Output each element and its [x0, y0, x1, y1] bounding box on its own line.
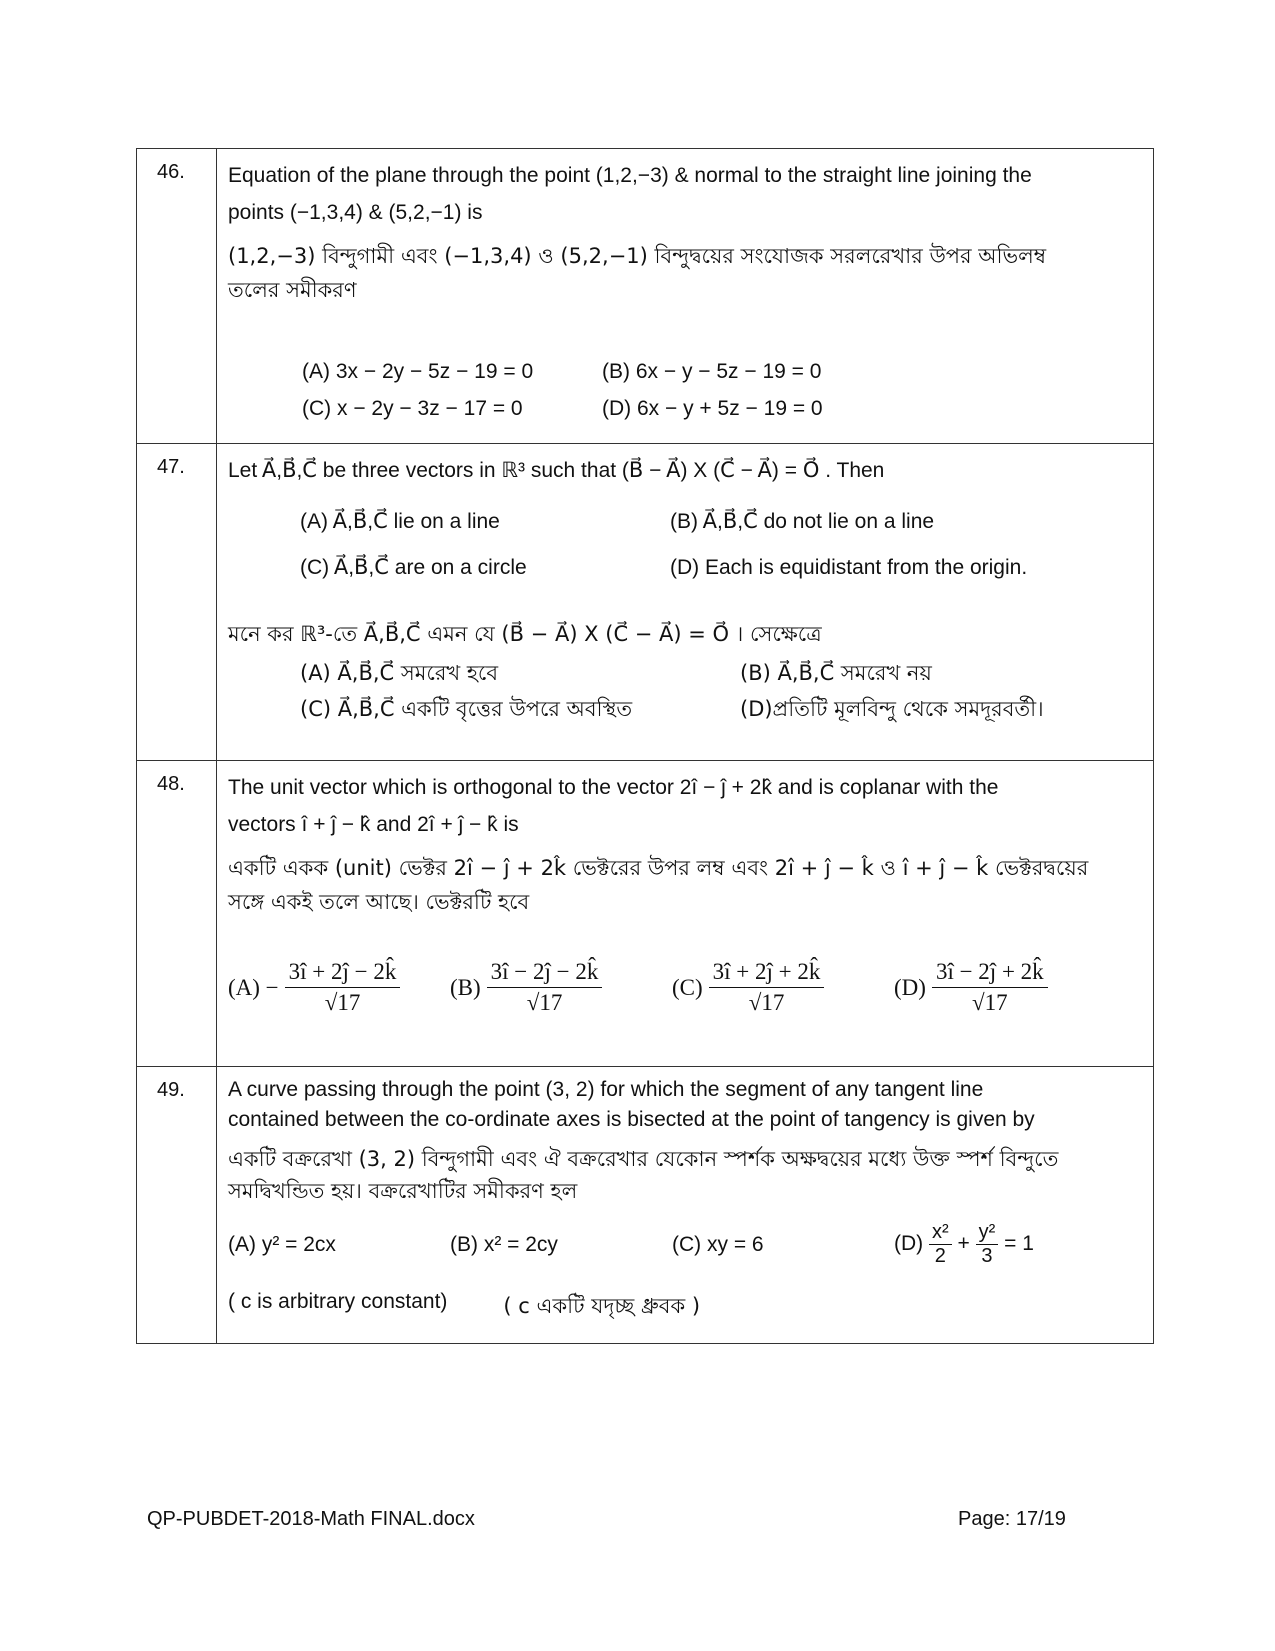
- note-bn: ( c একটি যদৃচ্ছ ধ্রুবক ): [503, 1294, 701, 1318]
- option-c: (C) xy = 6: [672, 1232, 764, 1256]
- option-a: (A) A⃗,B⃗,C⃗ lie on a line: [300, 510, 500, 533]
- footer-filename: QP-PUBDET-2018-Math FINAL.docx: [147, 1508, 475, 1530]
- option-label: (C): [672, 974, 703, 1000]
- footer-page-number: Page: 17/19: [958, 1508, 1066, 1530]
- question-number: 49.: [137, 1067, 217, 1344]
- question-text-en: Let A⃗,B⃗,C⃗ be three vectors in ℝ³ such that (B⃗ − A⃗) X (C⃗ − A⃗) = O⃗ . Then: [228, 459, 885, 482]
- question-text-en: Equation of the plane through the point (1,2,−3) & normal to the straight line joining the: [228, 164, 1032, 187]
- question-text-en: vectors î + ĵ − k̂ and 2î + ĵ − k̂ is: [228, 813, 519, 836]
- fraction: [932, 959, 1048, 1016]
- fraction: [976, 1221, 999, 1268]
- option-b: (B) x² = 2cy: [450, 1232, 558, 1256]
- question-table: [136, 148, 1154, 1344]
- question-text-bn: একটি বক্ররেখা (3, 2) বিন্দুগামী এবং ঐ বক্ররেখার যেকোন স্পর্শক অক্ষদ্বয়ের মধ্যে উক্ত স্পর্শ বিন্দুতে: [228, 1147, 1059, 1171]
- fraction-denominator: 2: [934, 1245, 946, 1267]
- option-b: (B) 6x − y − 5z − 19 = 0: [602, 360, 822, 383]
- option-c: (C) A⃗,B⃗,C⃗ একটি বৃত্তের উপরে অবস্থিত: [300, 697, 633, 721]
- option-b: (B) A⃗,B⃗,C⃗ do not lie on a line: [670, 510, 935, 533]
- option-c: (C) A⃗,B⃗,C⃗ are on a circle: [300, 556, 527, 579]
- question-text-en: points (−1,3,4) & (5,2,−1) is: [228, 201, 483, 224]
- question-text-bn: মনে কর ℝ³-তে A⃗,B⃗,C⃗ এমন যে (B⃗ − A⃗) X (C⃗ − A⃗) = O⃗ । সেক্ষেত্রে: [228, 622, 822, 646]
- question-row-47: [137, 444, 1154, 761]
- question-text-bn: (1,2,−3) বিন্দুগামী এবং (−1,3,4) ও (5,2,−1) বিন্দুদ্বয়ের সংযোজক সরলরেখার উপর অভিলম্ব: [228, 244, 1047, 268]
- question-row-46: [137, 149, 1154, 444]
- options: [228, 959, 1129, 1016]
- fraction-denominator: √17: [526, 990, 563, 1015]
- fraction-denominator: √17: [324, 990, 361, 1015]
- fraction-numerator: 3î + 2ĵ + 2k̂: [709, 959, 825, 988]
- fraction-numerator: 3î − 2ĵ + 2k̂: [932, 959, 1048, 988]
- option-d: (D) 6x − y + 5z − 19 = 0: [602, 397, 823, 420]
- question-body: [217, 761, 1154, 1067]
- option-label: (A) −: [228, 974, 279, 1000]
- option-a: (A) A⃗,B⃗,C⃗ সমরেখ হবে: [300, 661, 499, 685]
- option-label: (D): [894, 974, 926, 1000]
- question-text-bn: সঙ্গে একই তলে আছে। ভেক্টরটি হবে: [228, 890, 530, 914]
- fraction-numerator: y²: [976, 1221, 999, 1245]
- question-number: 46.: [137, 149, 217, 444]
- option-a: [228, 959, 450, 1016]
- question-number: 48.: [137, 761, 217, 1067]
- fraction-denominator: √17: [971, 990, 1008, 1015]
- question-text-en: contained between the co-ordinate axes is bisected at the point of tangency is given by: [228, 1108, 1035, 1131]
- question-row-49: [137, 1067, 1154, 1344]
- option-a: (A) 3x − 2y − 5z − 19 = 0: [302, 360, 534, 383]
- option-d: (D) Each is equidistant from the origin.: [670, 556, 1028, 579]
- fraction: [487, 959, 603, 1016]
- option-a: (A) y² = 2cx: [228, 1232, 336, 1256]
- options-en: [300, 499, 1129, 591]
- options: [228, 1221, 1129, 1268]
- question-body: [217, 149, 1154, 444]
- option-b: [450, 959, 672, 1016]
- question-text-bn: তলের সমীকরণ: [228, 278, 357, 302]
- option-label: (B): [450, 974, 481, 1000]
- options: [302, 353, 1129, 427]
- fraction: [709, 959, 825, 1016]
- question-text-en: The unit vector which is orthogonal to the vector 2î − ĵ + 2k̂ and is coplanar with the: [228, 776, 999, 799]
- fraction-numerator: 3î + 2ĵ − 2k̂: [285, 959, 401, 988]
- option-d: [894, 1221, 1116, 1268]
- question-text-bn: একটি একক (unit) ভেক্টর 2î − ĵ + 2k̂ ভেক্টরের উপর লম্ব এবং 2î + ĵ − k̂ ও î + ĵ − k̂ ভেক্টরদ্বয়ের: [228, 856, 1089, 880]
- question-body: [217, 444, 1154, 761]
- fraction: [285, 959, 401, 1016]
- option-b: (B) A⃗,B⃗,C⃗ সমরেখ নয়: [740, 661, 932, 685]
- fraction-denominator: √17: [748, 990, 785, 1015]
- fraction: [929, 1221, 952, 1268]
- fraction-denominator: 3: [981, 1245, 993, 1267]
- equation-rhs: = 1: [1004, 1232, 1034, 1256]
- option-label: (D): [894, 1232, 924, 1256]
- question-text-bn: সমদ্বিখন্ডিত হয়। বক্ররেখাটির সমীকরণ হল: [228, 1179, 578, 1203]
- fraction-numerator: 3î − 2ĵ − 2k̂: [487, 959, 603, 988]
- plus-sign: +: [957, 1232, 970, 1256]
- question-number: 47.: [137, 444, 217, 761]
- note-en: ( c is arbitrary constant): [228, 1290, 448, 1313]
- option-c: (C) x − 2y − 3z − 17 = 0: [302, 397, 523, 420]
- fraction-numerator: x²: [929, 1221, 952, 1245]
- question-body: [217, 1067, 1154, 1344]
- note: [228, 1290, 1129, 1325]
- question-row-48: [137, 761, 1154, 1067]
- options-bn: [300, 655, 1129, 727]
- option-c: [672, 959, 894, 1016]
- option-d: [894, 959, 1116, 1016]
- question-text-en: A curve passing through the point (3, 2) for which the segment of any tangent line: [228, 1078, 984, 1101]
- option-d: (D)প্রতিটি মূলবিন্দু থেকে সমদূরবর্তী।: [740, 697, 1044, 721]
